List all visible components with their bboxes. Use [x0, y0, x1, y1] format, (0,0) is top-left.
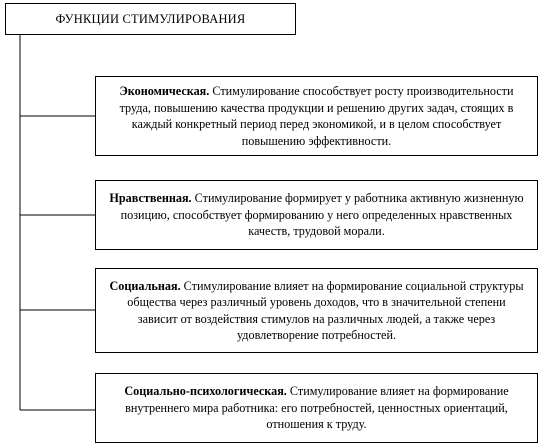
function-box-socpsych	[95, 373, 538, 443]
function-text-moral: Стимулирование формирует у работника активную жизненную позицию, способствует формированию у него определенных нравственных качеств, трудовой морали.	[120, 191, 524, 239]
function-box-economic	[95, 76, 538, 156]
function-title-socpsych: Социально-психологическая.	[124, 384, 290, 399]
function-text-social: Стимулирование влияет на формирование социальной структуры общества через различный уровень доходов, что в значительной степени зависит от воздействия стимулов на различных людей, а также через удовлетворение потребностей.	[127, 278, 524, 342]
function-box-social	[95, 268, 538, 353]
function-text-economic: Стимулирование способствует росту производительности труда, повышению качества продукции и решению других задач, стоящих в каждый конкретный период перед экономикой, и в целом способствует повышению эффективности.	[119, 84, 514, 148]
function-title-economic: Экономическая.	[119, 84, 213, 98]
function-title-moral: Нравственная.	[109, 191, 195, 206]
diagram-title: ФУНКЦИИ СТИМУЛИРОВАНИЯ	[55, 11, 246, 26]
function-box-moral	[95, 180, 538, 250]
function-title-social: Социальная.	[109, 278, 184, 293]
function-text-socpsych: Стимулирование влияет на формирование внутреннего мира работника: его потребностей, ценностных ориентаций, отношения к труду.	[125, 384, 509, 432]
diagram-title-box	[5, 3, 296, 35]
